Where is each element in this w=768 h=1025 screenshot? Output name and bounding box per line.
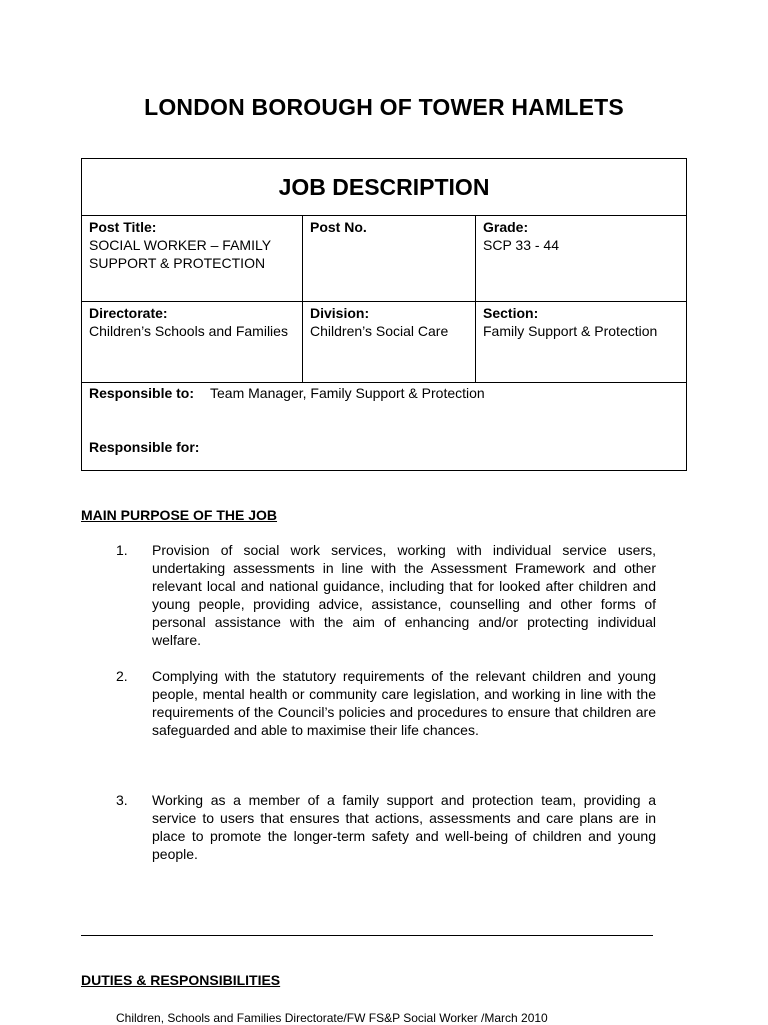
list-item-number: 2.	[116, 668, 128, 684]
section-cell	[476, 302, 686, 382]
horizontal-divider	[81, 935, 653, 936]
list-item-text: Working as a member of a family support and protection team, providing a service to users that ensures that actions, assessments and care plans are in place to promote the longer-term safety and well-being of children and young people.	[152, 792, 656, 862]
organization-title: LONDON BOROUGH OF TOWER HAMLETS	[144, 94, 624, 120]
section-value: Family Support & Protection	[483, 323, 658, 339]
grade-label: Grade:	[483, 219, 529, 235]
responsible-to-value: Team Manager, Family Support & Protection	[210, 385, 485, 401]
division-label: Division:	[310, 305, 370, 321]
grade-value: SCP 33 - 44	[483, 237, 560, 253]
post-title-value: SOCIAL WORKER – FAMILY SUPPORT & PROTECTION	[89, 237, 271, 271]
page-footer: Children, Schools and Families Directorate/FW FS&P Social Worker /March 2010	[116, 1011, 548, 1025]
list-item-text: Provision of social work services, working with individual service users, undertaking assessments in line with the Assessment Framework and other relevant local and national guidance, including that for looked after children and young people, providing advice, assistance, counselling and other forms of personal assistance with the aim of enhancing and/or protecting individual welfare.	[152, 542, 656, 648]
post-title-label: Post Title:	[89, 219, 157, 235]
section-label: Section:	[483, 305, 539, 321]
responsible-to	[89, 384, 485, 402]
table-row	[82, 216, 686, 302]
list-item	[116, 667, 656, 739]
main-purpose-heading: MAIN PURPOSE OF THE JOB	[81, 507, 278, 523]
grade-cell	[476, 216, 686, 301]
responsibility-row	[82, 383, 686, 470]
list-item-number: 1.	[116, 542, 128, 558]
directorate-value: Children’s Schools and Families	[89, 323, 288, 339]
directorate-label: Directorate:	[89, 305, 168, 321]
responsible-to-label: Responsible to:	[89, 385, 195, 401]
directorate-cell	[82, 302, 303, 382]
post-no-label: Post No.	[310, 219, 367, 235]
job-description-header: JOB DESCRIPTION	[82, 159, 686, 216]
post-no-cell	[303, 216, 476, 301]
list-item-text: Complying with the statutory requirements of the relevant children and young people, mental health or community care legislation, and working in line with the requirements of the Council’s policies and procedures to ensure that children are safeguarded and able to maximise their life chances.	[152, 668, 656, 738]
job-description-table	[81, 158, 687, 471]
post-title-cell	[82, 216, 303, 301]
list-item	[116, 541, 656, 649]
list-item	[116, 791, 656, 863]
table-row	[82, 302, 686, 383]
division-value: Children’s Social Care	[310, 323, 449, 339]
responsible-for-label: Responsible for:	[89, 439, 200, 455]
duties-heading: DUTIES & RESPONSIBILITIES	[81, 972, 281, 988]
division-cell	[303, 302, 476, 382]
list-item-number: 3.	[116, 792, 128, 808]
